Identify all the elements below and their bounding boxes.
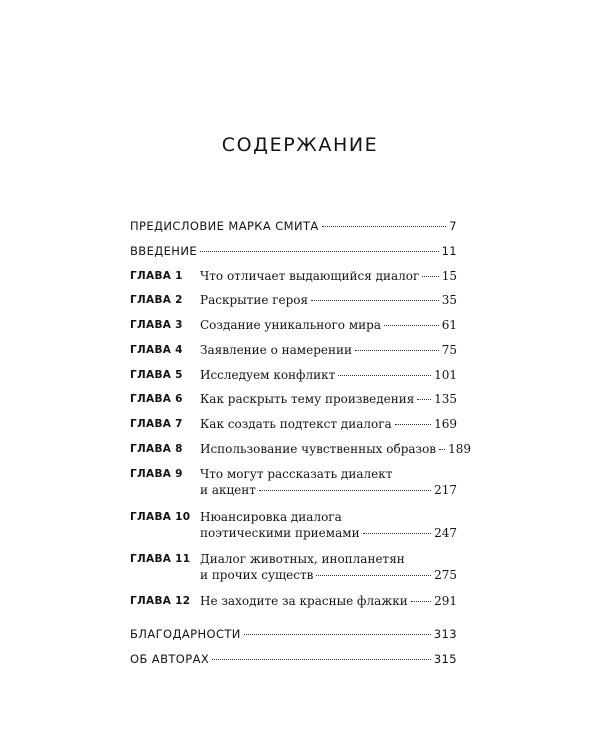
chapter-label: ГЛАВА 1 — [130, 270, 183, 282]
toc-entry-title-line: Что могут рассказать диалект — [200, 467, 393, 481]
toc-entry-title: Не заходите за красные флажки — [200, 594, 408, 608]
chapter-label: ГЛАВА 5 — [130, 369, 183, 381]
dot-leader — [363, 533, 432, 534]
toc-entry-page: 291 — [434, 594, 457, 608]
dot-leader — [311, 300, 439, 301]
dot-leader — [259, 490, 431, 491]
chapter-label: ГЛАВА 8 — [130, 443, 183, 455]
toc-entry-page: 189 — [448, 442, 471, 456]
dot-leader — [212, 659, 431, 660]
toc-entry-page: 315 — [433, 652, 457, 666]
chapter-label: ГЛАВА 9 — [130, 468, 183, 480]
chapter-label: ГЛАВА 12 — [130, 595, 191, 607]
toc-entry-title-line: поэтическими приемами — [200, 526, 360, 540]
toc-entry-page: 313 — [433, 627, 457, 641]
toc-entry-page: 15 — [441, 269, 457, 283]
dot-leader — [316, 575, 431, 576]
chapter-label: ГЛАВА 6 — [130, 393, 183, 405]
toc-entry-title: Заявление о намерении — [200, 343, 352, 357]
dot-leader — [411, 601, 431, 602]
dot-leader — [355, 350, 439, 351]
toc-entry-page: 101 — [434, 368, 457, 382]
toc-entry-introduction — [130, 243, 457, 259]
page-title: СОДЕРЖАНИЕ — [221, 134, 379, 156]
toc-entry-title-line: Диалог животных, инопланетян — [200, 552, 405, 566]
chapter-label: ГЛАВА 10 — [130, 511, 191, 523]
toc-entry-title: ОБ АВТОРАХ — [130, 652, 210, 666]
toc-entry-title-line: и акцент — [200, 483, 256, 497]
chapter-label: ГЛАВА 2 — [130, 294, 183, 306]
toc-entry-title: ВВЕДЕНИЕ — [130, 244, 198, 258]
toc-entry-title: ПРЕДИСЛОВИЕ МАРКА СМИТА — [130, 219, 319, 233]
chapter-label: ГЛАВА 3 — [130, 319, 183, 331]
dot-leader — [439, 449, 445, 450]
dot-leader — [200, 251, 439, 252]
chapter-label: ГЛАВА 4 — [130, 344, 183, 356]
toc-entry-about-authors — [130, 651, 457, 667]
toc-entry-title: Создание уникального мира — [200, 318, 381, 332]
toc-entry-page: 217 — [434, 483, 457, 497]
toc-entry-title: Как создать подтекст диалога — [200, 417, 392, 431]
toc-entry-title-line: Нюансировка диалога — [200, 510, 342, 524]
toc-entry-page: 275 — [434, 568, 457, 582]
toc-entry-foreword — [130, 218, 457, 234]
toc-entry-page: 135 — [434, 392, 457, 406]
chapter-label: ГЛАВА 11 — [130, 553, 191, 565]
chapter-label: ГЛАВА 7 — [130, 418, 183, 430]
dot-leader — [338, 375, 431, 376]
toc-entry-title: Как раскрыть тему произведения — [200, 392, 415, 406]
toc-entry-title: Использование чувственных образов — [200, 442, 437, 456]
dot-leader — [422, 276, 438, 277]
toc-entry-page: 61 — [441, 318, 457, 332]
toc-entry-title-line: и прочих существ — [200, 568, 314, 582]
dot-leader — [384, 325, 439, 326]
toc-entry-acknowledgements — [130, 626, 457, 642]
toc-entry-title: Что отличает выдающийся диалог — [200, 269, 420, 283]
toc-entry-page: 169 — [434, 417, 457, 431]
dot-leader — [322, 226, 447, 227]
toc-entry-title: Раскрытие героя — [200, 293, 309, 307]
toc-entry-page: 35 — [441, 293, 457, 307]
toc-entry-page: 75 — [441, 343, 457, 357]
dot-leader — [417, 399, 431, 400]
toc-entry-title: БЛАГОДАРНОСТИ — [130, 627, 241, 641]
dot-leader — [244, 634, 431, 635]
toc-entry-page: 11 — [441, 244, 457, 258]
dot-leader — [395, 424, 431, 425]
toc-entry-title: Исследуем конфликт — [200, 368, 336, 382]
toc-entry-page: 7 — [449, 219, 457, 233]
toc-entry-page: 247 — [434, 526, 457, 540]
